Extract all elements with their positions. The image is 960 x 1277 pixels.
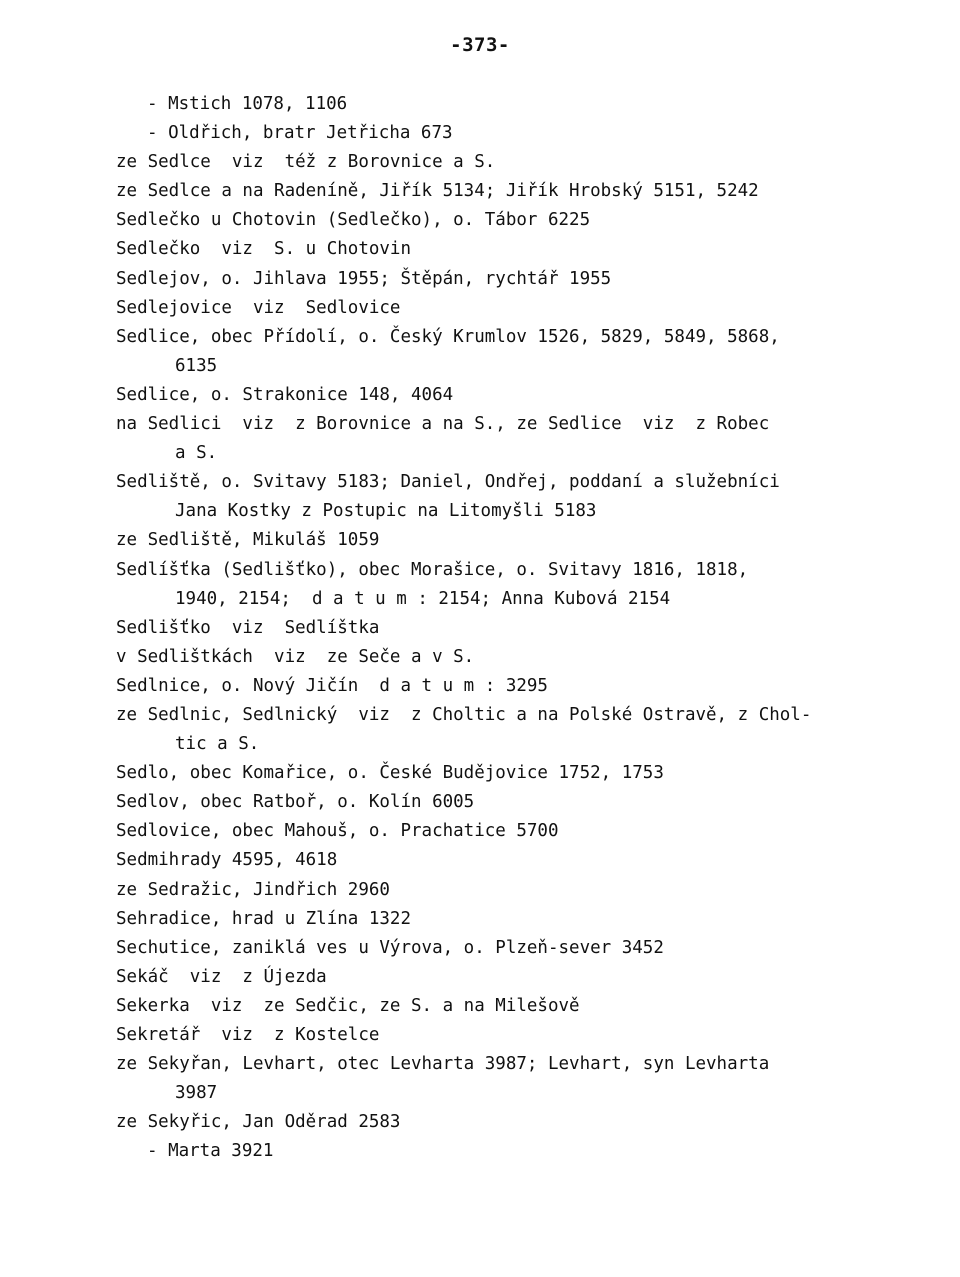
index-entry: Sedlice, obec Přídolí, o. Český Krumlov 1526, 5829, 5849, 5868,	[116, 326, 780, 347]
index-entry: Sechutice, zaniklá ves u Výrova, o. Plzeň-sever 3452	[116, 937, 664, 958]
index-entry-continuation: Jana Kostky z Postupic na Litomyšli 5183	[175, 501, 597, 522]
index-entry-continuation: a S.	[175, 443, 218, 464]
index-entry: Sekáč viz z Újezda	[116, 966, 327, 987]
index-entry: Sedlejovice viz Sedlovice	[116, 297, 401, 318]
index-entry: ze Sekyřan, Levhart, otec Levharta 3987; Levhart, syn Levharta	[116, 1054, 770, 1075]
index-entry: Sekretář viz z Kostelce	[116, 1025, 380, 1045]
index-entry-continuation: 3987	[175, 1083, 218, 1104]
index-entry-continuation: tic a S.	[175, 734, 260, 755]
page-number: -373-	[450, 34, 510, 56]
index-subentry: - Marta 3921	[147, 1141, 274, 1162]
index-entry: Sedlnice, o. Nový Jičín d a t u m : 3295	[116, 675, 548, 696]
index-entry: ze Sedlce viz též z Borovnice a S.	[116, 152, 496, 173]
index-entry: na Sedlici viz z Borovnice a na S., ze Sedlice viz z Robec	[116, 414, 770, 435]
index-entry: Sedlečko viz S. u Chotovin	[116, 239, 412, 260]
index-entry: ze Sedliště, Mikuláš 1059	[116, 530, 380, 551]
index-entry: Sehradice, hrad u Zlína 1322	[116, 908, 412, 929]
index-entry: Sedlišťko viz Sedlíštka	[116, 617, 380, 638]
index-entry: Sedlice, o. Strakonice 148, 4064	[116, 384, 454, 405]
index-entry: Sekerka viz ze Sedčic, ze S. a na Milešově	[116, 995, 580, 1016]
index-entry: Sedlečko u Chotovin (Sedlečko), o. Tábor 6225	[116, 210, 591, 231]
index-subentry: - Oldřich, bratr Jetřicha 673	[147, 123, 453, 144]
index-entry: Sedmihrady 4595, 4618	[116, 850, 338, 871]
index-entry: Sedlíšťka (Sedlišťko), obec Morašice, o. Svitavy 1816, 1818,	[116, 559, 749, 580]
index-entry: v Sedlištkách viz ze Seče a v S.	[116, 646, 475, 667]
index-entry-continuation: 1940, 2154; d a t u m : 2154; Anna Kubová 2154	[175, 588, 671, 609]
index-entry: ze Sedlce a na Radeníně, Jiřík 5134; Jiřík Hrobský 5151, 5242	[116, 181, 759, 202]
index-entry: ze Sekyřic, Jan Oděrad 2583	[116, 1112, 401, 1133]
index-entries-list	[116, 90, 906, 1166]
index-entry: Sedlovice, obec Mahouš, o. Prachatice 5700	[116, 821, 559, 842]
index-entry: Sedlejov, o. Jihlava 1955; Štěpán, rychtář 1955	[116, 268, 612, 289]
index-entry-continuation: 6135	[175, 355, 218, 376]
index-entry: ze Sedlnic, Sedlnický viz z Choltic a na Polské Ostravě, z Chol-	[116, 704, 812, 725]
index-entry: Sedlov, obec Ratboř, o. Kolín 6005	[116, 792, 475, 813]
index-entry: ze Sedražic, Jindřich 2960	[116, 879, 390, 900]
index-entry: Sedlo, obec Komařice, o. České Budějovice 1752, 1753	[116, 763, 664, 784]
index-entry: Sedliště, o. Svitavy 5183; Daniel, Ondřej, poddaní a služebníci	[116, 472, 780, 493]
index-subentry: - Mstich 1078, 1106	[147, 94, 348, 114]
